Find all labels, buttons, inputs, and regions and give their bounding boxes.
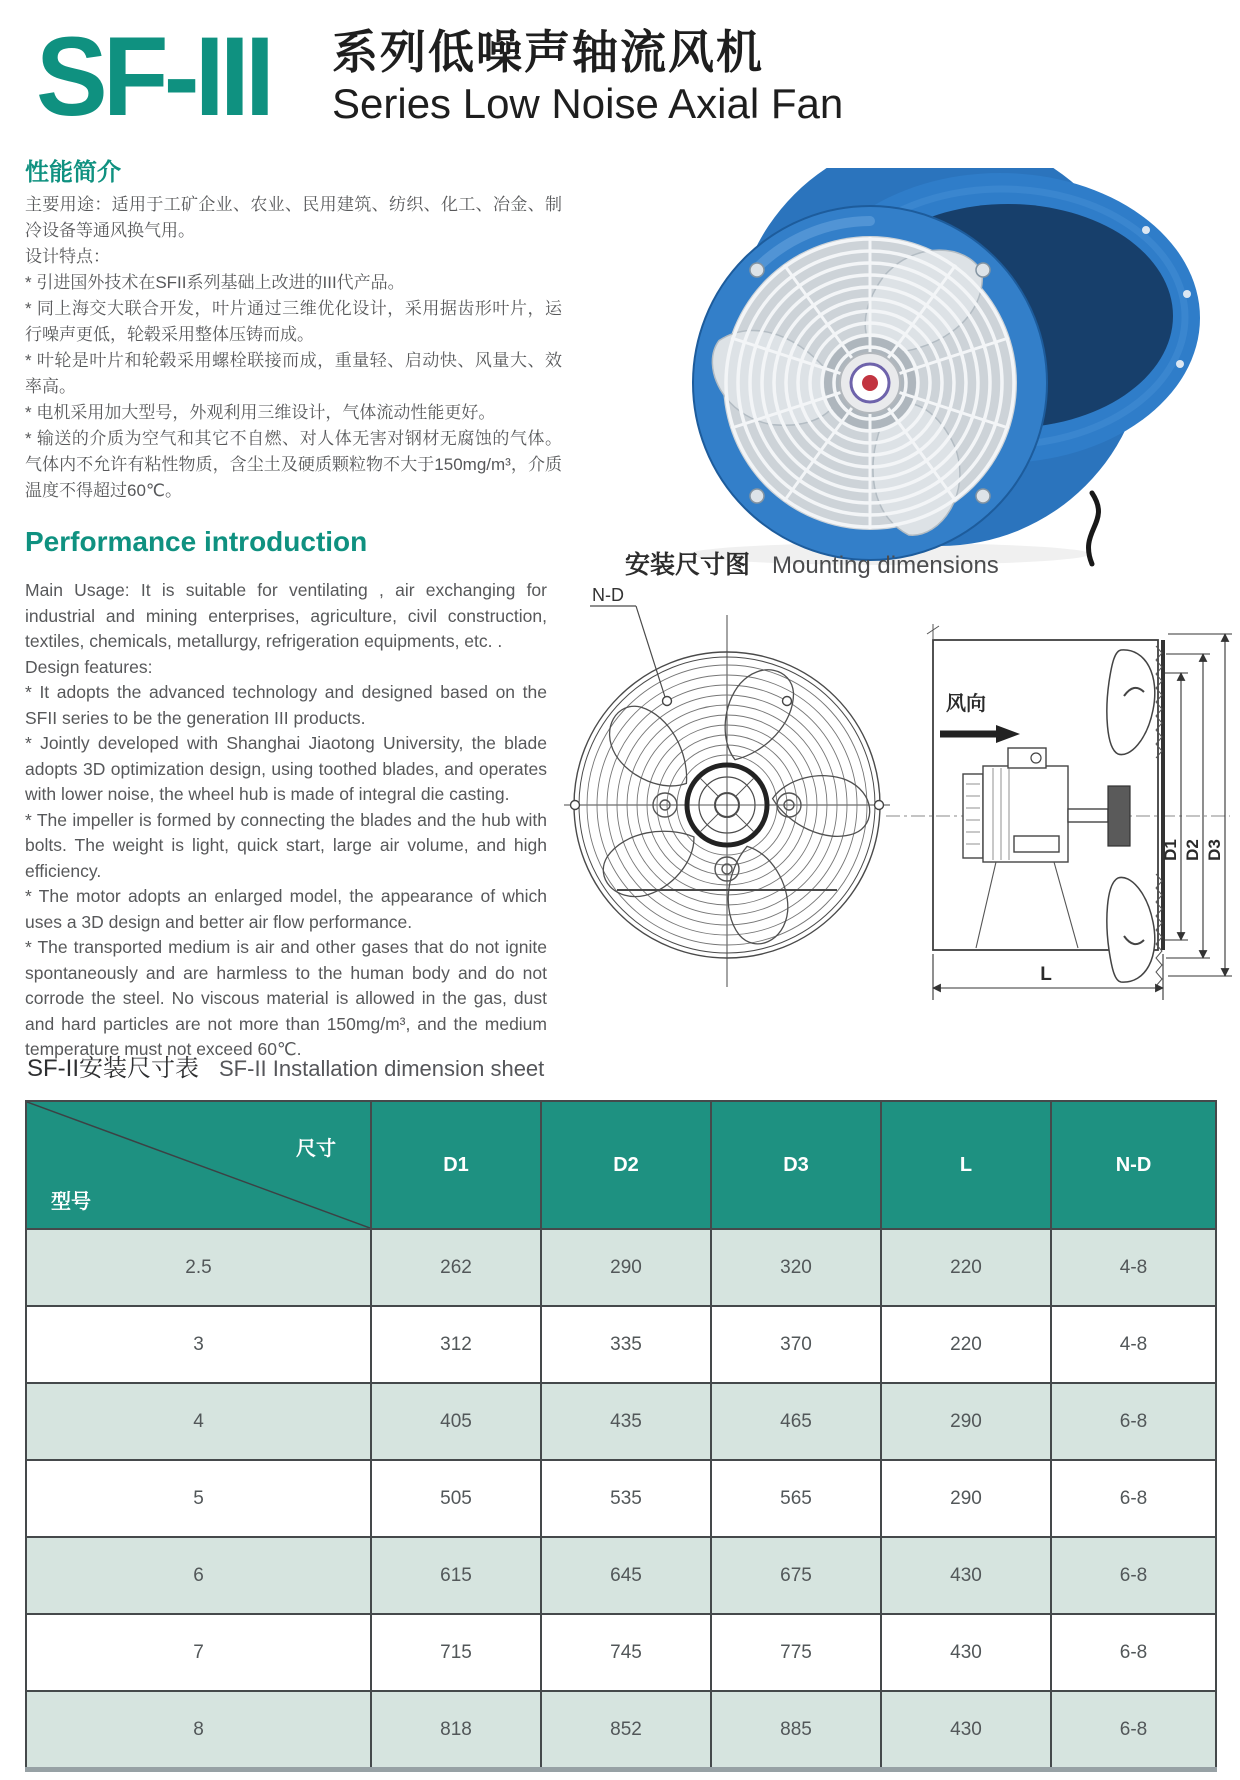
column-header-l: L bbox=[881, 1101, 1051, 1229]
cell-model: 2.5 bbox=[26, 1229, 371, 1306]
cell-d2: 435 bbox=[541, 1383, 711, 1460]
table-row bbox=[26, 1229, 1216, 1306]
table-row bbox=[26, 1691, 1216, 1770]
cell-nd: 6-8 bbox=[1051, 1691, 1216, 1770]
paragraph: * The motor adopts an enlarged model, the appearance of which uses a 3D design and better air flow performance. bbox=[25, 886, 547, 932]
paragraph: Design features: bbox=[25, 656, 153, 677]
cell-model: 3 bbox=[26, 1306, 371, 1383]
cell-d3: 565 bbox=[711, 1460, 881, 1537]
paragraph: 主要用途：适用于工矿企业、农业、民用建筑、纺织、化工、冶金、制冷设备等通风换气用。 bbox=[25, 195, 562, 240]
cell-nd: 4-8 bbox=[1051, 1306, 1216, 1383]
column-header-d2: D2 bbox=[541, 1101, 711, 1229]
cell-nd: 6-8 bbox=[1051, 1460, 1216, 1537]
cell-l: 290 bbox=[881, 1460, 1051, 1537]
cell-d3: 675 bbox=[711, 1537, 881, 1614]
cell-l: 430 bbox=[881, 1614, 1051, 1691]
cell-nd: 4-8 bbox=[1051, 1229, 1216, 1306]
section-heading-performance-zh: 性能简介 bbox=[25, 159, 121, 186]
paragraph: 设计特点： bbox=[25, 247, 110, 266]
cell-d2: 852 bbox=[541, 1691, 711, 1770]
column-header-nd: N-D bbox=[1051, 1101, 1216, 1229]
cell-model: 6 bbox=[26, 1537, 371, 1614]
label-l: L bbox=[1040, 964, 1052, 985]
cell-d1: 615 bbox=[371, 1537, 541, 1614]
label-d3: D3 bbox=[1205, 839, 1224, 861]
paragraph: * 电机采用加大型号，外观利用三维设计，气体流动性能更好。 bbox=[25, 403, 496, 422]
cell-d2: 645 bbox=[541, 1537, 711, 1614]
table-row bbox=[26, 1537, 1216, 1614]
intro-zh-paragraphs bbox=[25, 192, 562, 504]
page-title-zh: 系列低噪声轴流风机 bbox=[332, 26, 764, 78]
table-row bbox=[26, 1614, 1216, 1691]
table-title-zh: SF-II安装尺寸表 bbox=[27, 1055, 199, 1082]
cell-l: 430 bbox=[881, 1537, 1051, 1614]
cell-model: 4 bbox=[26, 1383, 371, 1460]
cell-d2: 745 bbox=[541, 1614, 711, 1691]
cell-d1: 262 bbox=[371, 1229, 541, 1306]
cell-d1: 818 bbox=[371, 1691, 541, 1770]
cell-model: 5 bbox=[26, 1460, 371, 1537]
label-nd: N-D bbox=[592, 585, 624, 605]
paragraph: * Jointly developed with Shanghai Jiaotong University, the blade adopts 3D optimization design, using toothed blades, and operates with lower noise, the wheel hub is made of integral die casting. bbox=[25, 733, 547, 804]
paragraph: * 叶轮是叶片和轮毂采用螺栓联接而成，重量轻、启动快、风量大、效率高。 bbox=[25, 351, 562, 396]
cell-d3: 775 bbox=[711, 1614, 881, 1691]
mounting-title bbox=[625, 545, 999, 581]
table-row bbox=[26, 1383, 1216, 1460]
paragraph: * 同上海交大联合开发，叶片通过三维优化设计，采用据齿形叶片，运行噪声更低，轮毂采用整体压铸而成。 bbox=[25, 299, 562, 344]
front-view-diagram bbox=[562, 585, 892, 1015]
paragraph: Main Usage: It is suitable for ventilating , air exchanging for industrial and mining enterprises, agriculture, civil construction, textiles, chemicals, metallurgy, refrigeration equipments, etc. . bbox=[25, 580, 547, 651]
cell-d3: 885 bbox=[711, 1691, 881, 1770]
label-d2: D2 bbox=[1183, 839, 1202, 861]
table-title bbox=[27, 1048, 544, 1083]
paragraph: * 输送的介质为空气和其它不自燃、对人体无害对钢材无腐蚀的气体。气体内不允许有粘性物质，含尘土及硬质颗粒物不大于150mg/m³，介质温度不得超过60℃。 bbox=[25, 429, 562, 500]
corner-label-dimension: 尺寸 bbox=[296, 1138, 336, 1160]
cell-d2: 535 bbox=[541, 1460, 711, 1537]
cell-d2: 290 bbox=[541, 1229, 711, 1306]
cell-d3: 370 bbox=[711, 1306, 881, 1383]
cell-model: 8 bbox=[26, 1691, 371, 1770]
table-title-en: SF-II Installation dimension sheet bbox=[219, 1056, 545, 1081]
cell-d1: 715 bbox=[371, 1614, 541, 1691]
cell-d1: 505 bbox=[371, 1460, 541, 1537]
intro-en-paragraphs bbox=[25, 578, 547, 1063]
cell-d3: 465 bbox=[711, 1383, 881, 1460]
label-wind-direction: 风向 bbox=[946, 693, 986, 715]
cell-d3: 320 bbox=[711, 1229, 881, 1306]
page-title-en: Series Low Noise Axial Fan bbox=[332, 79, 844, 127]
side-view-diagram bbox=[868, 588, 1238, 1018]
cell-l: 290 bbox=[881, 1383, 1051, 1460]
table-row bbox=[26, 1460, 1216, 1537]
paragraph: * 引进国外技术在SFII系列基础上改进的III代产品。 bbox=[25, 273, 405, 292]
paragraph: * The transported medium is air and other gases that do not ignite spontaneously and are harmless to the human body and do not corrode the steel. No viscous material is allowed in the gas, dust and hard particles are not more than 150mg/m³, and the medium temperature must not exceed 60℃. bbox=[25, 937, 547, 1059]
paragraph: * The impeller is formed by connecting the blades and the hub with bolts. The weight is light, quick start, large air volume, and high efficiency. bbox=[25, 809, 547, 881]
cell-d2: 335 bbox=[541, 1306, 711, 1383]
cell-l: 220 bbox=[881, 1306, 1051, 1383]
corner-label-model: 型号 bbox=[51, 1191, 91, 1213]
table-row bbox=[26, 1306, 1216, 1383]
cell-d1: 312 bbox=[371, 1306, 541, 1383]
cell-nd: 6-8 bbox=[1051, 1383, 1216, 1460]
cell-l: 220 bbox=[881, 1229, 1051, 1306]
page-title-block bbox=[332, 26, 843, 129]
cell-nd: 6-8 bbox=[1051, 1537, 1216, 1614]
cell-nd: 6-8 bbox=[1051, 1614, 1216, 1691]
cell-l: 430 bbox=[881, 1691, 1051, 1770]
column-header-d1: D1 bbox=[371, 1101, 541, 1229]
cell-model: 7 bbox=[26, 1614, 371, 1691]
fan-product-photo bbox=[640, 168, 1210, 568]
brand-logo: SF-III bbox=[36, 14, 271, 139]
section-heading-performance-en: Performance introduction bbox=[25, 526, 368, 557]
label-d1: D1 bbox=[1161, 839, 1180, 861]
table-corner-cell bbox=[26, 1101, 371, 1229]
cell-d1: 405 bbox=[371, 1383, 541, 1460]
paragraph: * It adopts the advanced technology and designed based on the SFII series to be the generation III products. bbox=[25, 682, 547, 728]
mounting-title-zh: 安装尺寸图 bbox=[625, 551, 751, 579]
dimension-table bbox=[25, 1100, 1217, 1772]
column-header-d3: D3 bbox=[711, 1101, 881, 1229]
mounting-title-en: Mounting dimensions bbox=[772, 552, 999, 579]
table-header-row bbox=[26, 1101, 1216, 1229]
